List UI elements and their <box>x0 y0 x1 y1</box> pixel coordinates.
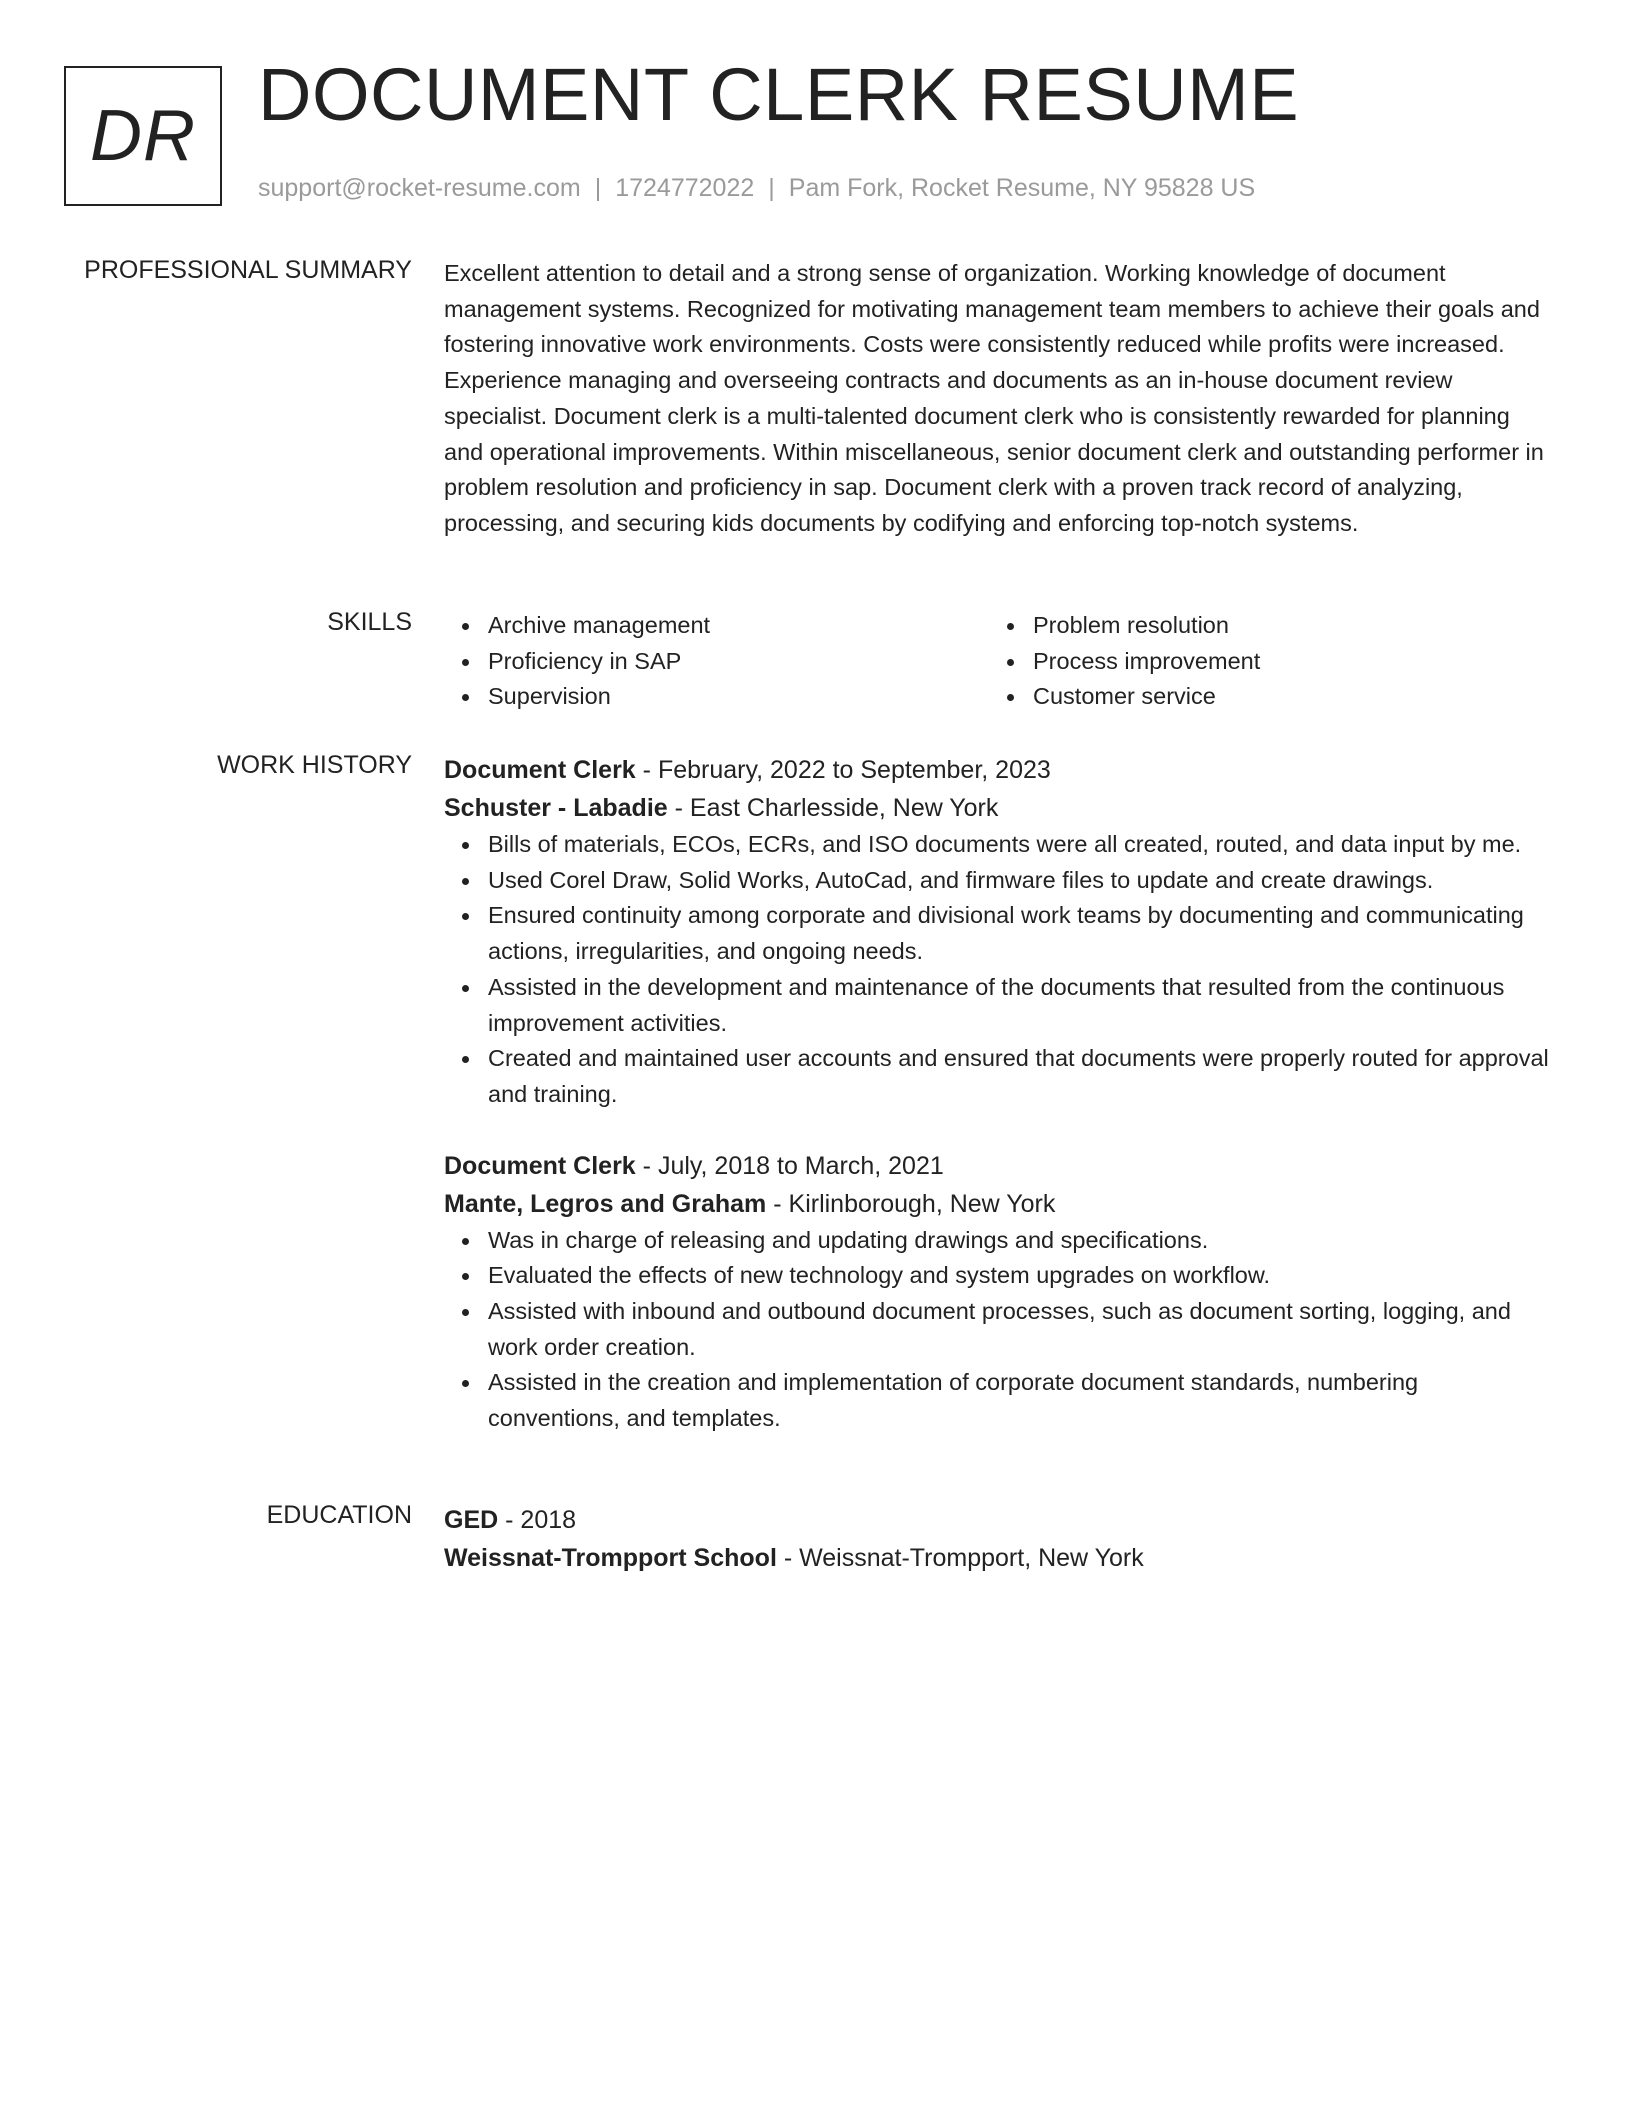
skill-item: Supervision <box>488 679 989 715</box>
summary-body <box>444 256 1554 542</box>
job-title: Document Clerk <box>444 1151 636 1180</box>
job-bullet: Assisted in the creation and implementation of corporate document standards, numbering conventions, and templates. <box>488 1365 1554 1436</box>
skills-list-left <box>444 608 989 715</box>
education-school-line <box>444 1539 1554 1577</box>
education-degree-line <box>444 1501 1554 1539</box>
job-company-line <box>444 789 1554 827</box>
summary-text: Excellent attention to detail and a strong sense of organization. Working knowledge of document management systems. Recognized for motivating management team members to achieve their goals and fostering innovative work environments. Costs were consistently reduced while profits were increased. Experience managing and overseeing contracts and documents as an in-house document review specialist. Document clerk is a multi-talented document clerk who is consistently rewarded for planning and operational improvements. Within miscellaneous, senior document clerk and outstanding performer in problem resolution and proficiency in sap. Document clerk with a proven track record of analyzing, processing, and securing kids documents by codifying and enforcing top-notch systems. <box>444 260 1544 536</box>
job-bullet-list <box>444 1223 1554 1437</box>
job-bullet: Ensured continuity among corporate and divisional work teams by documenting and communicating actions, irregularities, and ongoing needs. <box>488 898 1554 969</box>
skill-item: Customer service <box>1033 679 1534 715</box>
contact-email: support@rocket-resume.com <box>258 174 581 202</box>
job-bullet: Evaluated the effects of new technology and system upgrades on workflow. <box>488 1258 1554 1294</box>
contact-line <box>258 174 1255 203</box>
job-company-line <box>444 1185 1554 1223</box>
skill-item: Proficiency in SAP <box>488 644 989 680</box>
work-history-body <box>444 751 1554 1437</box>
section-label-education: EDUCATION <box>266 1501 412 1529</box>
job-bullet-list <box>444 827 1554 1113</box>
page-title: DOCUMENT CLERK RESUME <box>258 53 1300 136</box>
job-company: Schuster - Labadie <box>444 794 668 822</box>
education-school: Weissnat-Trompport School <box>444 1544 777 1572</box>
job-entry <box>444 751 1554 1113</box>
education-location: - Weissnat-Trompport, New York <box>783 1544 1144 1572</box>
section-label-work-history: WORK HISTORY <box>217 751 412 779</box>
section-label-skills: SKILLS <box>327 608 412 636</box>
job-title: Document Clerk <box>444 756 636 784</box>
job-bullet: Assisted with inbound and outbound document processes, such as document sorting, logging, and work order creation. <box>488 1294 1554 1365</box>
contact-separator: | <box>594 174 602 202</box>
section-label-summary: PROFESSIONAL SUMMARY <box>84 256 412 284</box>
education-year: - 2018 <box>505 1506 577 1534</box>
job-bullet: Created and maintained user accounts and ensured that documents were properly routed for approval and training. <box>488 1041 1554 1112</box>
job-entry <box>444 1147 1554 1437</box>
job-bullet: Bills of materials, ECOs, ECRs, and ISO documents were all created, routed, and data input by me. <box>488 827 1554 863</box>
skills-list-right <box>989 608 1534 715</box>
skill-item: Problem resolution <box>1033 608 1534 644</box>
job-location: - East Charlesside, New York <box>674 794 999 822</box>
job-bullet: Used Corel Draw, Solid Works, AutoCad, and firmware files to update and create drawings. <box>488 863 1554 899</box>
skill-item: Process improvement <box>1033 644 1534 680</box>
job-dates: - February, 2022 to September, 2023 <box>642 756 1051 784</box>
job-bullet: Assisted in the development and maintenance of the documents that resulted from the continuous improvement activities. <box>488 970 1554 1041</box>
monogram-badge: DR <box>64 66 222 206</box>
job-bullet: Was in charge of releasing and updating drawings and specifications. <box>488 1223 1554 1259</box>
contact-address: Pam Fork, Rocket Resume, NY 95828 US <box>788 174 1256 202</box>
skill-item: Archive management <box>488 608 989 644</box>
skills-grid <box>444 608 1554 715</box>
education-body <box>444 1501 1554 1577</box>
contact-separator: | <box>768 174 775 202</box>
job-title-line <box>444 1147 1554 1185</box>
contact-phone: 1724772022 <box>615 174 755 202</box>
job-location: - Kirlinborough, New York <box>773 1189 1056 1218</box>
education-degree: GED <box>444 1506 499 1534</box>
job-company: Mante, Legros and Graham <box>444 1189 767 1218</box>
job-title-line <box>444 751 1554 789</box>
job-dates: - July, 2018 to March, 2021 <box>642 1151 944 1180</box>
